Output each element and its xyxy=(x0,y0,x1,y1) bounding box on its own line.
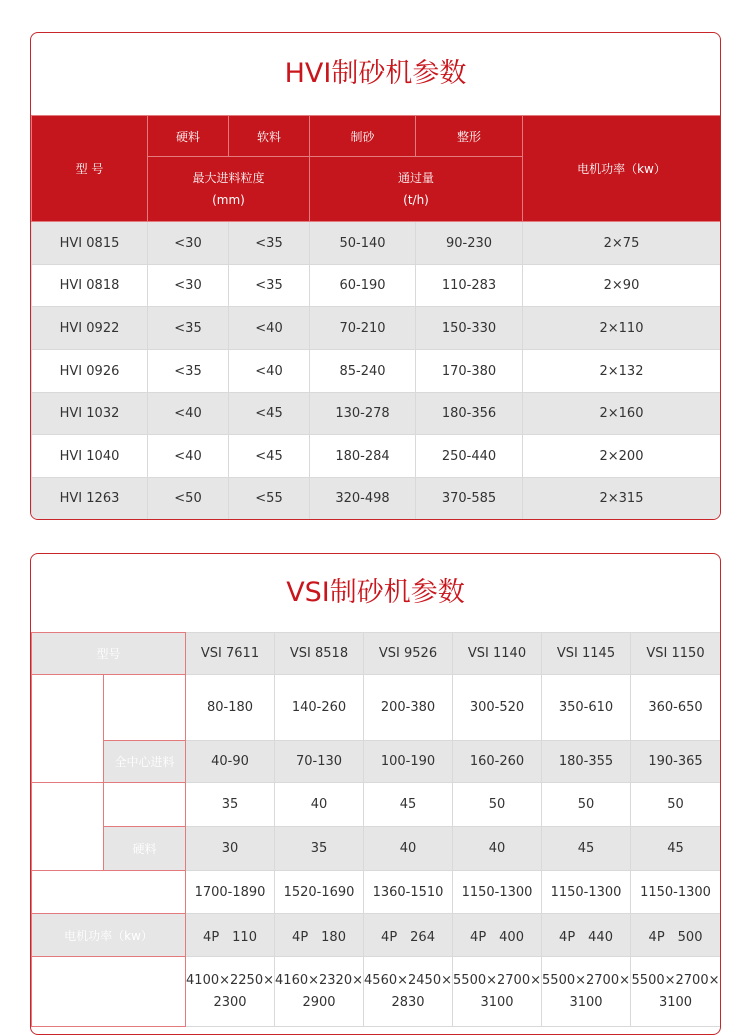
hvi-shape: 110-283 xyxy=(416,265,523,307)
hvi-header-throughput-unit: (t/h) xyxy=(403,193,429,207)
hvi-spec-card xyxy=(30,32,721,520)
hvi-hard: <35 xyxy=(148,307,229,350)
vsi-label-soft: 软料 xyxy=(104,783,186,827)
hvi-power: 2×90 xyxy=(523,265,721,307)
hvi-soft: <55 xyxy=(229,478,310,520)
hvi-header-max-feed xyxy=(148,157,310,222)
hvi-model: HVI 0818 xyxy=(32,265,148,307)
vsi-label-cascade-center-text: 瀑落与中心进料 xyxy=(108,689,181,726)
hvi-soft: <35 xyxy=(229,265,310,307)
hvi-hard: <35 xyxy=(148,350,229,393)
hvi-soft: <40 xyxy=(229,307,310,350)
vsi-label-dimensions-text: 外形尺寸（长×宽×高）(mm) xyxy=(44,973,173,1010)
hvi-power: 2×315 xyxy=(523,478,721,520)
vsi-label-cascade-center xyxy=(104,675,186,741)
vsi-label-hard: 硬料 xyxy=(104,827,186,871)
hvi-hard: <40 xyxy=(148,393,229,435)
vsi-label-max-feed xyxy=(32,783,104,871)
vsi-dimensions xyxy=(186,957,275,1027)
vsi-dimensions xyxy=(542,957,631,1027)
hvi-header-max-feed-label: 最大进料粒度 xyxy=(192,171,265,185)
vsi-soft: 50 xyxy=(631,783,721,827)
vsi-model: VSI 1145 xyxy=(542,633,631,675)
hvi-shape: 170-380 xyxy=(416,350,523,393)
vsi-spec-table xyxy=(31,632,721,1027)
vsi-label-speed: 转速（r/min） xyxy=(32,871,186,914)
vsi-label-max-feed-text: 最大入料尺寸（mm) xyxy=(37,808,98,845)
hvi-power: 2×110 xyxy=(523,307,721,350)
vsi-cascade-center: 360-650 xyxy=(631,675,721,741)
hvi-power: 2×75 xyxy=(523,222,721,265)
hvi-hard: <30 xyxy=(148,222,229,265)
vsi-dimensions-text: 5500×2700×3100 xyxy=(631,972,720,1010)
hvi-header-soft: 软料 xyxy=(229,116,310,157)
hvi-sand: 60-190 xyxy=(310,265,416,307)
vsi-label-power: 电机功率（kw） xyxy=(32,914,186,957)
vsi-label-model: 型号 xyxy=(32,633,186,675)
hvi-model: HVI 0922 xyxy=(32,307,148,350)
vsi-soft: 40 xyxy=(275,783,364,827)
hvi-hard: <30 xyxy=(148,265,229,307)
vsi-dimensions-text: 5500×2700×3100 xyxy=(453,972,541,1010)
hvi-header-max-feed-unit: (mm) xyxy=(212,193,245,207)
vsi-title: VSI制砂机参数 xyxy=(286,577,465,608)
hvi-sand: 130-278 xyxy=(310,393,416,435)
vsi-hard: 30 xyxy=(186,827,275,871)
table-row xyxy=(32,393,721,435)
hvi-soft: <45 xyxy=(229,435,310,478)
vsi-power: 4P 500 xyxy=(631,914,721,957)
vsi-power: 4P 264 xyxy=(364,914,453,957)
hvi-title: HVI制砂机参数 xyxy=(284,58,467,89)
vsi-full-center: 40-90 xyxy=(186,741,275,783)
hvi-hard: <40 xyxy=(148,435,229,478)
hvi-hard: <50 xyxy=(148,478,229,520)
vsi-dimensions xyxy=(275,957,364,1027)
vsi-speed: 1150-1300 xyxy=(453,871,542,914)
table-row xyxy=(32,350,721,393)
vsi-speed: 1150-1300 xyxy=(542,871,631,914)
hvi-power: 2×200 xyxy=(523,435,721,478)
vsi-full-center: 70-130 xyxy=(275,741,364,783)
vsi-dimensions xyxy=(364,957,453,1027)
vsi-full-center: 180-355 xyxy=(542,741,631,783)
hvi-model: HVI 1040 xyxy=(32,435,148,478)
vsi-full-center: 100-190 xyxy=(364,741,453,783)
vsi-cascade-center: 80-180 xyxy=(186,675,275,741)
vsi-cascade-center: 300-520 xyxy=(453,675,542,741)
vsi-dimensions xyxy=(453,957,542,1027)
vsi-soft: 45 xyxy=(364,783,453,827)
hvi-sand: 320-498 xyxy=(310,478,416,520)
hvi-soft: <40 xyxy=(229,350,310,393)
hvi-shape: 250-440 xyxy=(416,435,523,478)
hvi-header-hard: 硬料 xyxy=(148,116,229,157)
vsi-power: 4P 400 xyxy=(453,914,542,957)
vsi-hard: 45 xyxy=(542,827,631,871)
vsi-full-center: 160-260 xyxy=(453,741,542,783)
hvi-model: HVI 1263 xyxy=(32,478,148,520)
hvi-spec-table xyxy=(31,115,721,520)
hvi-sand: 180-284 xyxy=(310,435,416,478)
hvi-power: 2×132 xyxy=(523,350,721,393)
hvi-header-shaping: 整形 xyxy=(416,116,523,157)
vsi-label-dimensions xyxy=(32,957,186,1027)
vsi-power: 4P 180 xyxy=(275,914,364,957)
vsi-model: VSI 1150 xyxy=(631,633,721,675)
vsi-full-center: 190-365 xyxy=(631,741,721,783)
hvi-sand: 50-140 xyxy=(310,222,416,265)
vsi-speed: 1700-1890 xyxy=(186,871,275,914)
table-row xyxy=(32,435,721,478)
vsi-speed: 1360-1510 xyxy=(364,871,453,914)
vsi-dimensions-text: 4560×2450×2830 xyxy=(364,972,452,1010)
vsi-hard: 40 xyxy=(364,827,453,871)
vsi-label-full-center: 全中心进料 xyxy=(104,741,186,783)
vsi-model: VSI 1140 xyxy=(453,633,542,675)
hvi-shape: 180-356 xyxy=(416,393,523,435)
vsi-soft: 50 xyxy=(453,783,542,827)
vsi-soft: 50 xyxy=(542,783,631,827)
hvi-model: HVI 0926 xyxy=(32,350,148,393)
hvi-shape: 370-585 xyxy=(416,478,523,520)
vsi-hard: 35 xyxy=(275,827,364,871)
vsi-label-capacity: 处理量 (t/h) xyxy=(32,675,104,783)
hvi-header-sand-making: 制砂 xyxy=(310,116,416,157)
table-row xyxy=(32,307,721,350)
vsi-dimensions-text: 5500×2700×3100 xyxy=(542,972,630,1010)
vsi-hard: 40 xyxy=(453,827,542,871)
vsi-power: 4P 110 xyxy=(186,914,275,957)
vsi-speed: 1520-1690 xyxy=(275,871,364,914)
vsi-dimensions-text: 4160×2320×2900 xyxy=(275,972,363,1010)
hvi-soft: <35 xyxy=(229,222,310,265)
vsi-cascade-center: 350-610 xyxy=(542,675,631,741)
vsi-soft: 35 xyxy=(186,783,275,827)
vsi-cascade-center: 140-260 xyxy=(275,675,364,741)
hvi-header-throughput-label: 通过量 xyxy=(397,171,434,185)
hvi-header-throughput xyxy=(310,157,523,222)
hvi-header-power: 电机功率（kw） xyxy=(523,116,721,222)
hvi-shape: 90-230 xyxy=(416,222,523,265)
table-row xyxy=(32,265,721,307)
vsi-model: VSI 8518 xyxy=(275,633,364,675)
vsi-model: VSI 7611 xyxy=(186,633,275,675)
hvi-soft: <45 xyxy=(229,393,310,435)
hvi-model: HVI 1032 xyxy=(32,393,148,435)
vsi-dimensions-text: 4100×2250×2300 xyxy=(186,972,274,1010)
hvi-sand: 70-210 xyxy=(310,307,416,350)
hvi-header-model: 型 号 xyxy=(32,116,148,222)
hvi-shape: 150-330 xyxy=(416,307,523,350)
table-row xyxy=(32,222,721,265)
vsi-dimensions xyxy=(631,957,721,1027)
vsi-hard: 45 xyxy=(631,827,721,871)
vsi-model: VSI 9526 xyxy=(364,633,453,675)
hvi-sand: 85-240 xyxy=(310,350,416,393)
vsi-spec-card xyxy=(30,553,721,1035)
table-row xyxy=(32,478,721,520)
vsi-speed: 1150-1300 xyxy=(631,871,721,914)
vsi-cascade-center: 200-380 xyxy=(364,675,453,741)
hvi-power: 2×160 xyxy=(523,393,721,435)
hvi-model: HVI 0815 xyxy=(32,222,148,265)
vsi-power: 4P 440 xyxy=(542,914,631,957)
